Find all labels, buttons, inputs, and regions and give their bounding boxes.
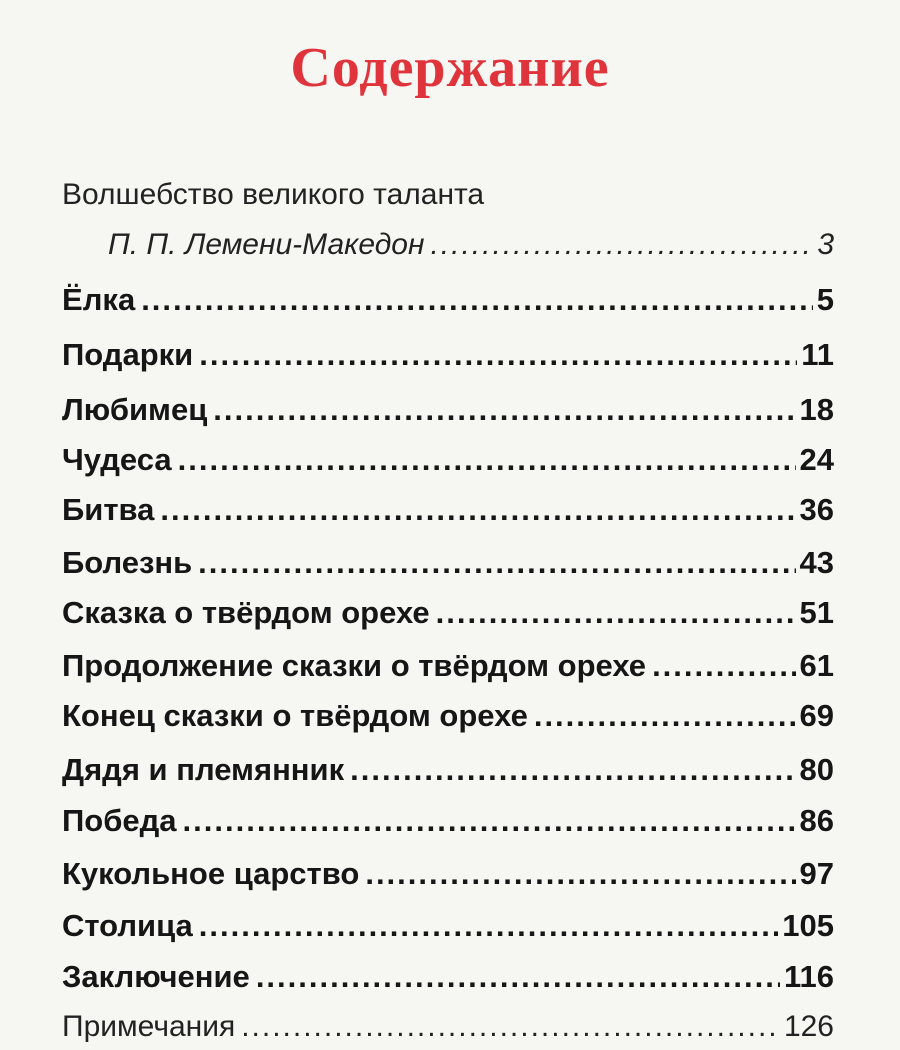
toc-entry-title: Заключение — [62, 959, 250, 994]
dot-leader — [534, 700, 796, 731]
toc-page-number: 105 — [782, 908, 834, 943]
dot-leader — [183, 805, 796, 836]
toc-entry — [62, 805, 834, 836]
toc-entry-title: Битва — [62, 492, 155, 527]
toc-entry-title: Кукольное царство — [62, 856, 360, 891]
toc-entry-title: Конец сказки о твёрдом орехе — [62, 698, 528, 733]
toc-page-number: 116 — [783, 959, 834, 994]
toc-page-number: 69 — [799, 698, 834, 733]
toc-page-number: 3 — [817, 228, 834, 261]
toc-entry-title: Болезнь — [62, 545, 193, 580]
toc-entry-title: Чудеса — [62, 442, 172, 477]
toc-entry — [62, 547, 834, 578]
dot-leader — [198, 547, 795, 578]
dot-leader — [160, 494, 795, 525]
toc-page-number: 61 — [799, 648, 834, 683]
dot-leader — [178, 444, 796, 475]
toc-page-number: 97 — [799, 856, 834, 891]
toc-entry — [62, 700, 834, 731]
dot-leader — [652, 650, 795, 681]
toc-entry — [62, 284, 834, 315]
toc-page-number: 43 — [799, 545, 834, 580]
toc-entry — [62, 597, 834, 628]
toc-page-number: 126 — [783, 1010, 834, 1043]
toc-entry — [62, 494, 834, 525]
toc-page-number: 86 — [799, 803, 834, 838]
toc-intro-title: Волшебство великого таланта — [62, 178, 485, 211]
toc-page-number: 5 — [816, 282, 834, 317]
toc-entry — [62, 961, 834, 992]
toc-entry-title: Продолжение сказки о твёрдом орехе — [62, 648, 647, 683]
page-title: Содержание — [290, 37, 610, 99]
toc-entry — [62, 754, 834, 785]
dot-leader — [436, 597, 796, 628]
toc-entry-title: Любимец — [62, 392, 208, 427]
dot-leader — [430, 230, 813, 260]
toc-entry — [62, 650, 834, 681]
toc-page-number: 11 — [801, 337, 834, 372]
dot-leader — [199, 910, 779, 941]
toc-entry — [62, 858, 834, 889]
toc-entry-notes — [62, 1012, 834, 1042]
toc-entry-title: Ёлка — [62, 282, 136, 317]
dot-leader — [213, 394, 795, 425]
toc-page-number: 36 — [799, 492, 834, 527]
toc-entry-intro-author — [108, 230, 834, 260]
toc-entry — [62, 910, 834, 941]
dot-leader — [256, 961, 780, 992]
toc-entry-title: Примечания — [62, 1010, 236, 1043]
toc-entry — [62, 339, 834, 370]
dot-leader — [365, 858, 795, 889]
toc-page-number: 18 — [799, 392, 834, 427]
toc-page-number: 24 — [799, 442, 834, 477]
toc-entry-title: Сказка о твёрдом орехе — [62, 595, 430, 630]
toc-page-number: 51 — [799, 595, 834, 630]
dot-leader — [350, 754, 795, 785]
toc-entry-title: Подарки — [62, 337, 194, 372]
toc-entry — [62, 444, 834, 475]
dot-leader — [241, 1012, 780, 1042]
toc-entry — [62, 394, 834, 425]
toc-entry-title: Дядя и племянник — [62, 752, 345, 787]
dot-leader — [141, 284, 813, 315]
dot-leader — [199, 339, 797, 370]
toc-page-number: 80 — [799, 752, 834, 787]
toc-entry-title: Столица — [62, 908, 193, 943]
toc-entry-title: П. П. Лемени-Македон — [108, 228, 425, 261]
toc-entry-title: Победа — [62, 803, 177, 838]
